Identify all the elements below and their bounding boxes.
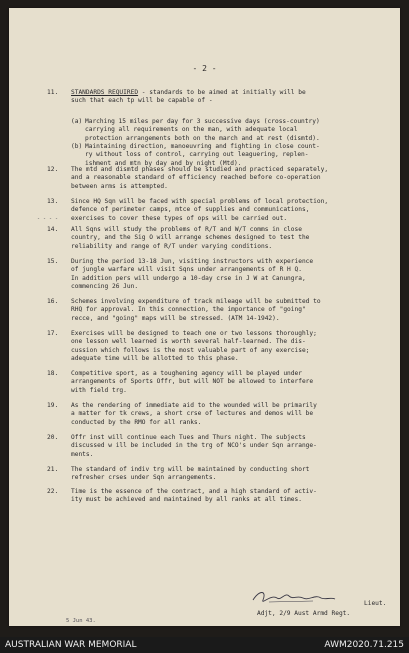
document-page xyxy=(9,8,400,626)
paragraph-number: 19. xyxy=(47,402,59,409)
footer-institution: AUSTRALIAN WAR MEMORIAL xyxy=(5,640,137,650)
paragraph-text: Schemes involving expenditure of track mileage will be submitted to RHQ for approval. In this connection, the importance of "going" recce, and "going" maps will be stressed. (ATM 14-1942). xyxy=(71,298,321,322)
subitem-label: (b) xyxy=(71,143,83,150)
margin-note: - - - - xyxy=(37,216,59,222)
footer-bar xyxy=(0,637,409,653)
paragraph-number: 14. xyxy=(47,226,59,233)
paragraph-number: 22. xyxy=(47,488,59,495)
paragraph-text: During the period 13-18 Jun, visiting instructors with experience of jungle warfare will visit Sqns under arrangements of R H Q. In addition pers will undergo a 10-day crse in J W at Canungra, commencing 26 Jun. xyxy=(71,258,314,290)
paragraph-text: Competitive sport, as a toughening agency will be played under arrangements of Sports Offr, but will NOT be allowed to interfere with field trg. xyxy=(71,370,314,394)
paragraph-number: 21. xyxy=(47,466,59,473)
paragraph-text: Exercises will be designed to teach one or two lessons thoroughly; one lesson well learned is worth several half-learned. The dis- cussion which follows is the most valuable part of any exercise; adequate time will be allotted to this phase. xyxy=(71,330,317,362)
paragraph-text: The standard of indiv trg will be maintained by conducting short refresher crses under Sqn arrangements. xyxy=(71,466,310,482)
paragraph-number: 18. xyxy=(47,370,59,377)
paragraph-number: 13. xyxy=(47,198,59,205)
subitem-text: Marching 15 miles per day for 3 successive days (cross-country) carrying all requirements on the man, with adequate local protection arrangements both on the march and at rest (dismtd). xyxy=(85,118,320,142)
subitem-label: (a) xyxy=(71,118,83,125)
paragraph-heading: STANDARDS REQUIRED xyxy=(71,89,139,96)
page-number: - 2 - xyxy=(192,64,217,73)
signature-title: Adjt, 2/9 Aust Armd Regt. xyxy=(257,610,351,617)
handwritten-signature xyxy=(249,586,339,608)
paragraph-text: The mtd and dismtd phases should be studied and practiced separately, and a reasonable standard of efficiency reached before co-operation between arms is attempted. xyxy=(71,166,329,190)
date-stamp: 5 Jun 43. xyxy=(66,618,96,624)
paragraph-text: Time is the essence of the contract, and a high standard of activ- ity must be achieved and maintained by all ranks at all times. xyxy=(71,488,317,504)
paragraph-number: 17. xyxy=(47,330,59,337)
paragraph-number: 11. xyxy=(47,89,59,96)
footer-accession-number: AWM2020.71.215 xyxy=(324,640,404,650)
paragraph-text: All Sqns will study the problems of R/T and W/T comms in close country, and the Sig O will arrange schemes designed to test the reliability and range of R/T under varying conditions. xyxy=(71,226,310,250)
paragraph-text: Since HQ Sqn will be faced with special problems of local protection, defence of perimeter camps, mtce of supplies and communications, exercises to cover these types of ops will be carried out. xyxy=(71,198,329,222)
subitem-text: Maintaining direction, manoeuvring and fighting in close count- ry without loss of control, carrying out leaguering, replen- ishment and mtn by day and by night (Mtd). xyxy=(85,143,320,167)
paragraph-body: - standards to be aimed at initially will be such that each tp will be capable of - xyxy=(71,89,306,105)
paragraph-number: 20. xyxy=(47,434,59,441)
paragraph-text xyxy=(71,89,376,106)
paragraph-number: 15. xyxy=(47,258,59,265)
paragraph-number: 12. xyxy=(47,166,59,173)
signature-rank: Lieut. xyxy=(364,600,387,607)
paragraph-text: As the rendering of immediate aid to the wounded will be primarily a matter for tk crews, a short crse of lectures and demos will be conducted by the RMO for all ranks. xyxy=(71,402,317,426)
paragraph-text: Offr inst will continue each Tues and Thurs night. The subjects discussed w ill be included in the trg of NCO's under Sqn arrange- ments. xyxy=(71,434,317,458)
paragraph-number: 16. xyxy=(47,298,59,305)
